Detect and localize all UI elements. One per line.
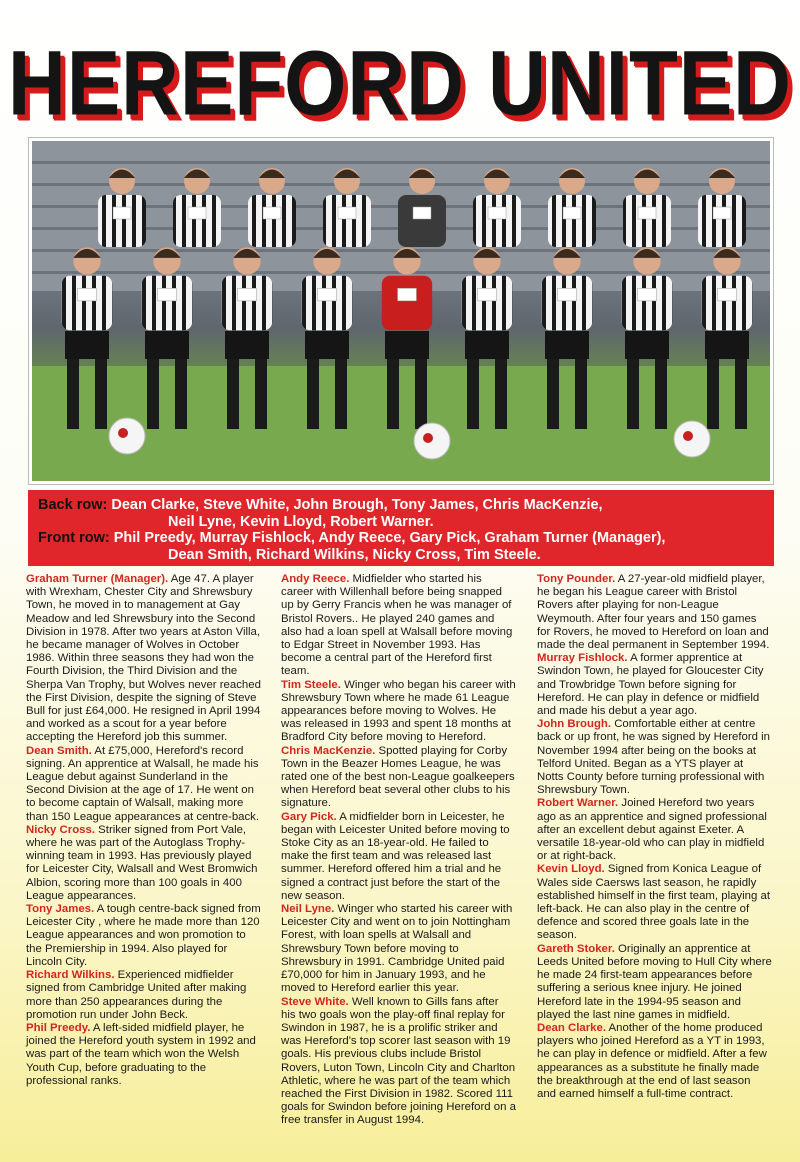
sock xyxy=(175,359,187,429)
sock xyxy=(147,359,159,429)
bio-tony-james xyxy=(26,903,261,969)
player-shape xyxy=(478,288,497,301)
bio-name: Gary Pick. xyxy=(281,810,337,823)
caption-front-names-1: Phil Preedy, Murray Fishlock, Andy Reece, Gary Pick, Graham Turner (Manager), xyxy=(113,530,666,546)
stand-step xyxy=(32,161,770,164)
player-shape xyxy=(302,276,352,331)
player-shape xyxy=(622,276,672,331)
bio-neil-lyne xyxy=(281,903,516,995)
sock xyxy=(307,359,319,429)
bio-steve-white xyxy=(281,996,516,1128)
sock xyxy=(335,359,347,429)
player-shape xyxy=(158,288,177,301)
football-panel xyxy=(118,428,128,438)
player-shape xyxy=(323,195,371,247)
caption-back-label: Back row: xyxy=(38,497,108,513)
football-panel xyxy=(423,433,433,443)
player-shape xyxy=(398,195,446,247)
sock xyxy=(227,359,239,429)
bio-name: Tim Steele. xyxy=(281,678,341,691)
player-shape xyxy=(338,207,356,219)
football-panel xyxy=(683,431,693,441)
sock xyxy=(707,359,719,429)
bio-robert-warner xyxy=(537,797,772,863)
player-shape xyxy=(563,207,581,219)
player-shape xyxy=(413,207,431,219)
sock xyxy=(495,359,507,429)
sock xyxy=(735,359,747,429)
player-shape xyxy=(638,207,656,219)
bio-name: Kevin Lloyd. xyxy=(537,863,605,876)
bio-column-1 xyxy=(26,573,261,1088)
player-shape xyxy=(113,207,131,219)
player-shape xyxy=(62,276,112,331)
bio-name: Steve White. xyxy=(281,995,349,1008)
shorts xyxy=(225,331,269,359)
bio-tony-pounder xyxy=(537,573,772,652)
bio-text: Spotted playing for Corby Town in the Beazer Homes League, he was rated one of the best non-League goalkeepers when Hereford beat several other clubs to his signature. xyxy=(281,744,515,810)
caption-back-names-2: Neil Lyne, Kevin Lloyd, Robert Warner. xyxy=(168,513,434,530)
bio-column-3 xyxy=(537,573,772,1101)
bio-kevin-lloyd xyxy=(537,863,772,942)
player-shape xyxy=(548,195,596,247)
player-shape xyxy=(188,207,206,219)
bio-name: Richard Wilkins. xyxy=(26,969,115,982)
bio-nicky-cross xyxy=(26,824,261,903)
bio-text: Midfielder who started his career with Willenhall before being snapped up by Gerry Francis when he was manager of Bristol Rovers.. He played 240 games and also had a loan spell at Walsall before moving to Edgar Street in November 1993. Has become a central part of the Hereford first team. xyxy=(281,573,513,678)
sock xyxy=(67,359,79,429)
caption-front-names-2: Dean Smith, Richard Wilkins, Nicky Cross, Tim Steele. xyxy=(168,546,541,563)
player-shape xyxy=(398,288,417,301)
bio-text: Striker signed from Port Vale, where he was part of the Autoglass Trophy-winning team in 1993. Has previously played for Leicester City, Walsall and West Bromwich Albion, scoring more than 100 goals in 400 League appearances. xyxy=(26,823,258,902)
bio-name: Dean Clarke. xyxy=(537,1021,607,1034)
sock xyxy=(655,359,667,429)
player-shape xyxy=(382,276,432,331)
caption-back-row xyxy=(38,497,764,514)
player-bios xyxy=(26,573,780,1158)
sock xyxy=(255,359,267,429)
player-shape xyxy=(488,207,506,219)
caption-back-names-1: Dean Clarke, Steve White, John Brough, Tony James, Chris MacKenzie, xyxy=(111,497,603,513)
team-photo-illustration xyxy=(32,141,770,481)
bio-name: Tony Pounder. xyxy=(537,573,616,585)
sock xyxy=(627,359,639,429)
bio-name: Graham Turner (Manager). xyxy=(26,573,169,585)
bio-phil-preedy xyxy=(26,1022,261,1088)
bio-text: Age 47. A player with Wrexham, Chester City and Shrewsbury Town, he moved in to management at Gay Meadow and led Shrewsbury into the Second Division in 1978. After two years at Aston Villa, he became manager of Wolves in October 1986. Within three seasons they had won the Fourth Division, the Third Division and the Sherpa Van Trophy, but Wolves never reached the First Division, despite the signing of Steve Bull for just £64,000. He resigned in April 1994 and worked as a scout for a year before accepting the Hereford job this summer. xyxy=(26,573,261,744)
bio-name: John Brough. xyxy=(537,718,612,731)
bio-text: A tough centre-back signed from Leicester City , where he made more than 120 League appearances and won promotion to the Premiership in 1994. Also played for Lincoln City. xyxy=(26,903,261,968)
bio-text: A former apprentice at Swindon Town, he played for Gloucester City and Trowbridge Town before signing for Hereford. He can play in defence or midfield and made his debut a year ago. xyxy=(537,652,764,718)
shorts xyxy=(705,331,749,359)
player-shape xyxy=(173,195,221,247)
bio-column-2 xyxy=(281,573,516,1128)
photo-caption xyxy=(28,490,774,566)
bio-text: A midfielder born in Leicester, he began with Leicester United before moving to Stoke City as an 18-year-old. He failed to make the first team and was released last summer. Hereford offered him a trial and he signed a contract just before the start of the new season. xyxy=(281,810,510,902)
bio-richard-wilkins xyxy=(26,969,261,1022)
bio-gary-pick xyxy=(281,811,516,903)
bio-dean-clarke xyxy=(537,1022,772,1101)
bio-text: Experienced midfielder signed from Cambridge United after making more than 250 appearances during the promotion run under John Beck. xyxy=(26,969,247,1021)
bio-text: Winger who started his career with Leicester City and went on to join Nottingham Forest, with loan spells at Walsall and Shrewsbury Town before moving to Shrewsbury in 1991. Cambridge United paid £70,000 for him in January 1993, and he moved to Hereford earlier this year. xyxy=(281,903,513,995)
bio-gareth-stoker xyxy=(537,943,772,1022)
bio-name: Tony James. xyxy=(26,903,95,916)
bio-name: Dean Smith. xyxy=(26,744,92,757)
sock xyxy=(95,359,107,429)
player-shape xyxy=(248,195,296,247)
player-shape xyxy=(718,288,737,301)
sock xyxy=(575,359,587,429)
player-shape xyxy=(623,195,671,247)
bio-john-brough xyxy=(537,718,772,797)
bio-name: Robert Warner. xyxy=(537,797,619,810)
bio-graham-turner xyxy=(26,573,261,745)
bio-dean-smith xyxy=(26,745,261,824)
shorts xyxy=(65,331,109,359)
player-shape xyxy=(222,276,272,331)
bio-name: Andy Reece. xyxy=(281,573,350,585)
bio-andy-reece xyxy=(281,573,516,679)
bio-murray-fishlock xyxy=(537,652,772,718)
bio-name: Neil Lyne. xyxy=(281,903,335,916)
bio-text: A 27-year-old midfield player, he began his League career with Bristol Rovers after playing for non-League Weymouth. After four years and 150 games for Rovers, he moved to Hereford on loan and made the deal permanent in September 1994. xyxy=(537,573,770,652)
sock xyxy=(415,359,427,429)
bio-text: Originally an apprentice at Leeds United before moving to Hull City where he made 24 first-team appearances before suffering a serious knee injury. He joined Hereford late in the 1994-95 season and played the last nine games in midfield. xyxy=(537,942,772,1021)
shorts xyxy=(625,331,669,359)
bio-text: Comfortable either at centre back or up front, he was signed by Hereford in November 1994 after being on the books at Telford United. Began as a YTS player at Notts County before turning professional with Shrewsbury Town. xyxy=(537,718,771,797)
player-shape xyxy=(698,195,746,247)
sock xyxy=(467,359,479,429)
bio-text: Joined Hereford two years ago as an apprentice and signed professional after an excellent debut against Exeter. A versatile 18-year-old who can play in midfield or at right-back. xyxy=(537,797,767,863)
bio-text: Winger who began his career with Shrewsbury Town where he made 61 League appearances before moving to Wolves. He was released in 1993 and spent 18 months at Bradford City before moving to Hereford. xyxy=(281,678,516,744)
player-shape xyxy=(98,195,146,247)
bio-tim-steele xyxy=(281,679,516,745)
bio-text: A left-sided midfield player, he joined the Hereford youth system in 1992 and was part of the team which won the Welsh Youth Cup, before graduating to the professional ranks. xyxy=(26,1021,256,1087)
bio-text: Well known to Gills fans after his two goals won the play-off final replay for Swindon in 1987, he is a prolific striker and was Hereford's top scorer last season with 19 goals. His previous clubs include Bristol Rovers, Luton Town, Lincoln City and Charlton Athletic, where he was part of the team which reached the First Division in 1982. Scored 111 goals for Swindon before joining Hereford on a free transfer in August 1994. xyxy=(281,995,516,1127)
bio-name: Phil Preedy. xyxy=(26,1021,91,1034)
bio-chris-mackenzie xyxy=(281,745,516,811)
player-shape xyxy=(558,288,577,301)
shorts xyxy=(545,331,589,359)
bio-text: Signed from Konica League of Wales side Caersws last season, he rapidly established himself in the first team, playing at left-back. He can also play in the centre of defence and scored three goals late in the season. xyxy=(537,863,770,942)
player-shape xyxy=(638,288,657,301)
player-shape xyxy=(702,276,752,331)
shorts xyxy=(305,331,349,359)
bio-name: Gareth Stoker. xyxy=(537,942,615,955)
caption-front-row xyxy=(38,530,764,547)
caption-front-label: Front row: xyxy=(38,530,110,546)
bio-name: Murray Fishlock. xyxy=(537,652,628,665)
player-shape xyxy=(142,276,192,331)
page-title: HEREFORD UNITED xyxy=(8,31,792,135)
player-shape xyxy=(542,276,592,331)
player-shape xyxy=(238,288,257,301)
shorts xyxy=(145,331,189,359)
shorts xyxy=(465,331,509,359)
bio-name: Nicky Cross. xyxy=(26,823,96,836)
player-shape xyxy=(263,207,281,219)
sock xyxy=(547,359,559,429)
player-shape xyxy=(462,276,512,331)
shorts xyxy=(385,331,429,359)
bio-name: Chris MacKenzie. xyxy=(281,744,376,757)
team-photo xyxy=(32,141,770,481)
bio-text: Another of the home produced players who joined Hereford as a YT in 1993, he can play in defence or midfield. After a few appearances as a substitute he finally made the breakthrough at the end of last season and earned himself a full-time contract. xyxy=(537,1021,767,1100)
player-shape xyxy=(473,195,521,247)
player-shape xyxy=(713,207,731,219)
bio-text: At £75,000, Hereford's record signing. An apprentice at Walsall, he made his League debut against Sunderland in the Second Division at the age of 17. He went on to become captain of Walsall, making more than 150 League appearances at centre-back. xyxy=(26,744,260,823)
sock xyxy=(387,359,399,429)
player-shape xyxy=(78,288,97,301)
team-photo-frame xyxy=(28,137,774,485)
player-shape xyxy=(318,288,337,301)
